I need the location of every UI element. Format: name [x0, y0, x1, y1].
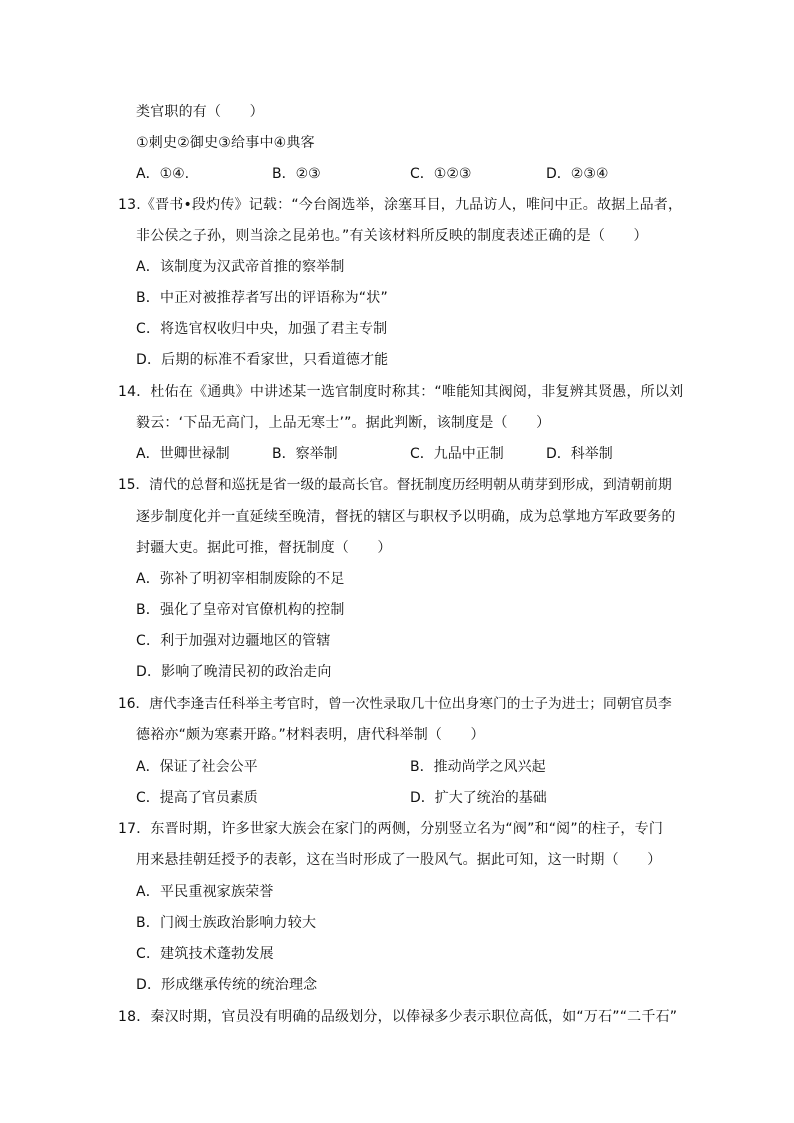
q18-stem-line1: 18．秦汉时期，官员没有明确的品级划分，以俸禄多少表示职位高低，如“万石”“二千石” — [118, 1009, 678, 1025]
q17-option-a[interactable]: A．平民重视家族荣誉 — [136, 884, 274, 900]
q12-option-d[interactable]: D．②③④ — [546, 166, 609, 182]
q15-option-d[interactable]: D．影响了晚清民初的政治走向 — [136, 664, 332, 680]
q14-option-d[interactable]: D．科举制 — [546, 446, 613, 462]
q12-option-a[interactable]: A．①④. — [136, 166, 190, 182]
q17-option-c[interactable]: C．建筑技术蓬勃发展 — [136, 946, 274, 962]
q17-stem-line2: 用来悬挂朝廷授予的表彰，这在当时形成了一股风气。据此可知，这一时期（ ） — [136, 852, 662, 868]
q15-stem-line3: 封疆大吏。据此可推，督抚制度（ ） — [136, 540, 392, 556]
q16-stem-line1: 16．唐代李逢吉任科举主考官时，曾一次性录取几十位出身寒门的士子为进士；同朝官员李 — [118, 696, 672, 712]
q12-items: ①刺史②御史③给事中④典客 — [136, 135, 315, 151]
q13-stem-line2: 非公侯之子孙，则当涂之昆弟也。”有关该材料所反映的制度表述正确的是（ ） — [136, 228, 648, 244]
q14-stem-line1: 14．杜佑在《通典》中讲述某一选官制度时称其：“唯能知其阀阅，非复辨其贤愚，所以刘 — [118, 384, 684, 400]
q13-stem-line1: 13.《晋书•段灼传》记载：“今台阁选举，涂塞耳目，九品访人，唯问中正。故据上品者， — [118, 197, 683, 213]
q15-option-c[interactable]: C．利于加强对边疆地区的管辖 — [136, 633, 331, 649]
q16-option-b[interactable]: B．推动尚学之风兴起 — [410, 759, 546, 775]
q13-option-c[interactable]: C．将选官权收归中央，加强了君主专制 — [136, 321, 388, 337]
q13-option-d[interactable]: D．后期的标准不看家世，只看道德才能 — [136, 352, 389, 368]
q12-stem-tail: 类官职的有（ ） — [136, 104, 264, 120]
q14-option-a[interactable]: A．世卿世禄制 — [136, 446, 230, 462]
q13-option-a[interactable]: A．该制度为汉武帝首推的察举制 — [136, 259, 345, 275]
q13-option-b[interactable]: B．中正对被推荐者写出的评语称为“状” — [136, 290, 388, 306]
q15-stem-line1: 15．清代的总督和巡抚是省一级的最高长官。督抚制度历经明朝从萌芽到形成，到清朝前期 — [118, 477, 672, 493]
q14-stem-line2: 毅云：‘下品无高门，上品无寒士’”。据此判断，该制度是（ ） — [136, 415, 551, 431]
q12-option-c[interactable]: C．①②③ — [410, 166, 472, 182]
q14-option-b[interactable]: B．察举制 — [272, 446, 338, 462]
q17-option-b[interactable]: B．门阀士族政治影响力较大 — [136, 915, 317, 931]
q15-option-b[interactable]: B．强化了皇帝对官僚机构的控制 — [136, 602, 345, 618]
q16-option-a[interactable]: A．保证了社会公平 — [136, 759, 258, 775]
q12-option-b[interactable]: B．②③ — [272, 166, 321, 182]
q17-option-d[interactable]: D．形成继承传统的统治理念 — [136, 977, 318, 993]
q15-stem-line2: 逐步制度化并一直延续至晚清，督抚的辖区与职权予以明确，成为总掌地方军政要务的 — [136, 509, 676, 525]
q16-option-c[interactable]: C．提高了官员素质 — [136, 790, 258, 806]
q16-option-d[interactable]: D．扩大了统治的基础 — [410, 790, 547, 806]
q16-stem-line2: 德裕亦“颇为寒素开路。”材料表明，唐代科举制（ ） — [136, 727, 485, 743]
q17-stem-line1: 17．东晋时期，许多世家大族会在家门的两侧，分别竖立名为“阀”和“阅”的柱子，专门 — [118, 821, 664, 837]
q14-option-c[interactable]: C．九品中正制 — [410, 446, 504, 462]
q15-option-a[interactable]: A．弥补了明初宰相制废除的不足 — [136, 571, 345, 587]
